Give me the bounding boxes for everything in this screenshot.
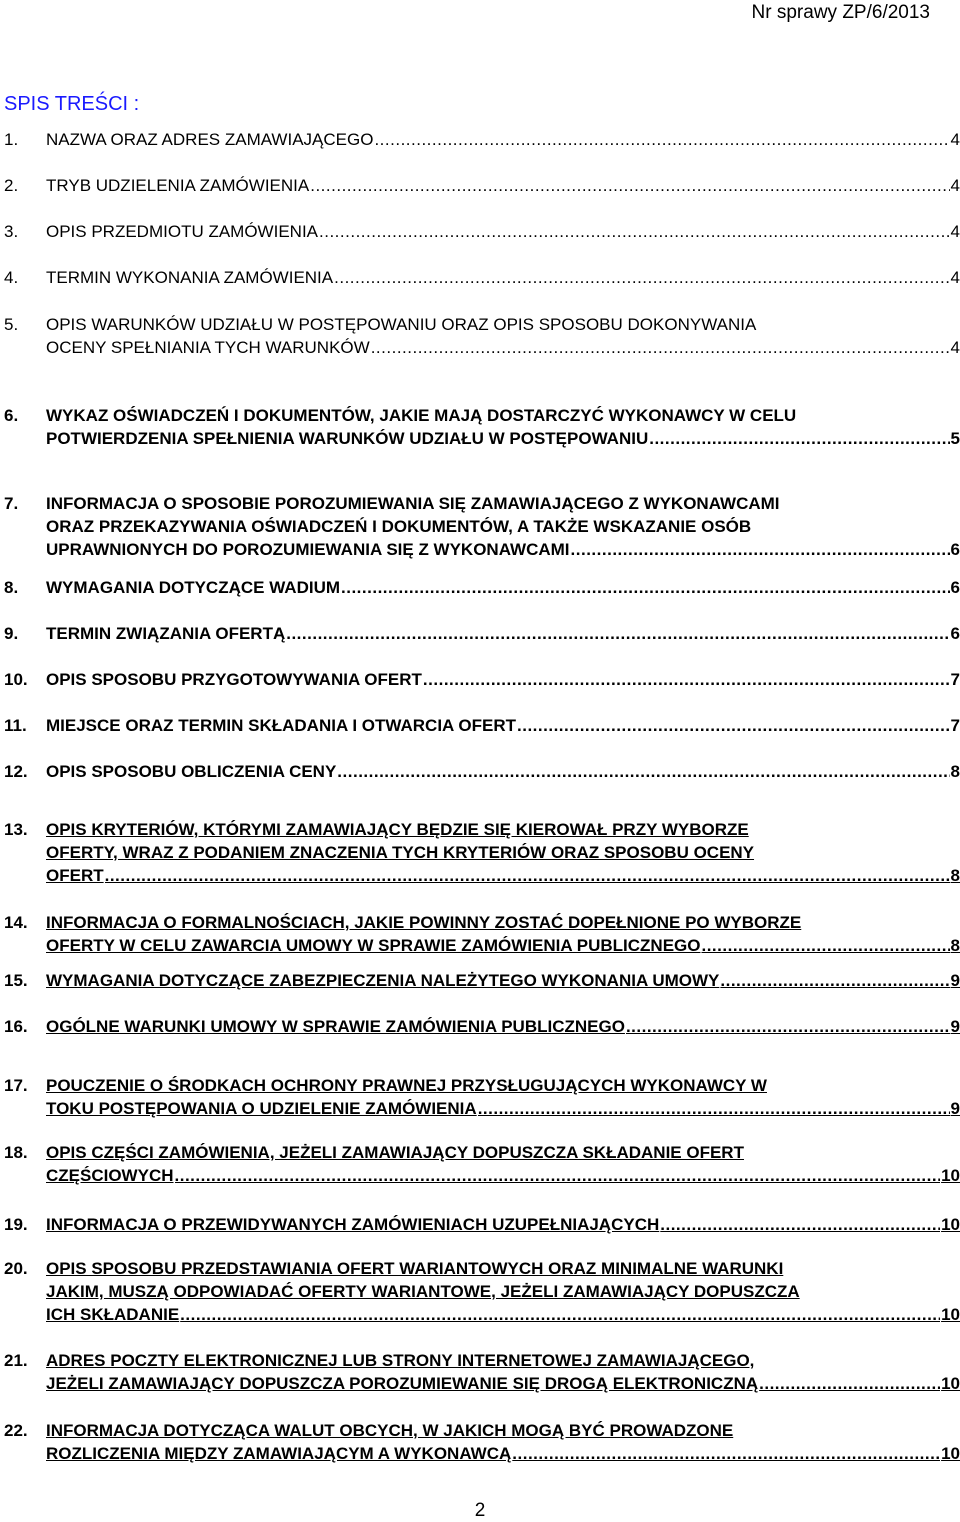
toc-entry[interactable] xyxy=(4,220,960,243)
toc-entry-title: CZĘŚCIOWYCH xyxy=(46,1166,174,1185)
toc-entry-number: 16. xyxy=(4,1017,28,1036)
dot-leader xyxy=(371,336,950,359)
toc-entry-title: TERMIN ZWIĄZANIA OFERTĄ xyxy=(46,624,286,643)
toc-entry-title: POUCZENIE O ŚRODKACH OCHRONY PRAWNEJ PRZYSŁUGUJĄCYCH WYKONAWCY W xyxy=(46,1076,767,1095)
toc-entry-title: OFERT xyxy=(46,866,104,885)
toc-entry-page: 10 xyxy=(941,1374,960,1393)
toc-entry-number: 17. xyxy=(4,1076,28,1095)
toc-entry-page: 7 xyxy=(950,670,960,689)
toc-entry[interactable] xyxy=(4,1419,960,1465)
toc-entry-number: 10. xyxy=(4,670,28,689)
toc-entry-title: OPIS SPOSOBU PRZEDSTAWIANIA OFERT WARIANTOWYCH ORAZ MINIMALNE WARUNKI xyxy=(46,1259,784,1278)
toc-entry-page: 5 xyxy=(950,429,960,448)
toc-entry-number: 14. xyxy=(4,913,28,932)
toc-entry-number: 6. xyxy=(4,406,19,425)
toc-entry-number: 21. xyxy=(4,1351,28,1370)
toc-entry-page: 4 xyxy=(950,130,960,149)
toc-entry-page: 9 xyxy=(950,971,960,990)
dot-leader xyxy=(319,220,950,243)
dot-leader xyxy=(423,668,950,691)
toc-entry-number: 18. xyxy=(4,1143,28,1162)
dot-leader xyxy=(286,622,949,645)
toc-entry-title: INFORMACJA O SPOSOBIE POROZUMIEWANIA SIĘ ZAMAWIAJĄCEGO Z WYKONAWCAMI xyxy=(46,494,780,513)
toc-entry-page: 10 xyxy=(941,1444,960,1463)
toc-entry[interactable] xyxy=(4,128,960,151)
dot-leader xyxy=(175,1164,941,1187)
toc-entry[interactable] xyxy=(4,668,960,691)
toc-entry[interactable] xyxy=(4,1141,960,1187)
toc-entry-title: ADRES POCZTY ELEKTRONICZNEJ LUB STRONY INTERNETOWEJ ZAMAWIAJĄCEGO, xyxy=(46,1351,755,1370)
toc-entry-title: OPIS SPOSOBU OBLICZENIA CENY xyxy=(46,762,337,781)
toc-entry-page: 10 xyxy=(941,1215,960,1234)
toc-entry-title: ORAZ PRZEKAZYWANIA OŚWIADCZEŃ I DOKUMENTÓW, A TAKŻE WSKAZANIE OSÓB xyxy=(46,517,752,536)
toc-entry[interactable] xyxy=(4,174,960,197)
dot-leader xyxy=(180,1303,940,1326)
toc-entry[interactable] xyxy=(4,760,960,783)
toc-entry-title: WYMAGANIA DOTYCZĄCE WADIUM xyxy=(46,578,341,597)
toc-entry-number: 5. xyxy=(4,315,19,334)
toc-entry-number: 19. xyxy=(4,1215,28,1234)
dot-leader xyxy=(374,128,949,151)
toc-entry-page: 8 xyxy=(950,936,960,955)
toc-entry-title: WYKAZ OŚWIADCZEŃ I DOKUMENTÓW, JAKIE MAJĄ DOSTARCZYĆ WYKONAWCY W CELU xyxy=(46,406,797,425)
toc-entry-title: UPRAWNIONYCH DO POROZUMIEWANIA SIĘ Z WYKONAWCAMI xyxy=(46,540,570,559)
dot-leader xyxy=(701,934,949,957)
toc-entry[interactable] xyxy=(4,622,960,645)
toc-entry[interactable] xyxy=(4,969,960,992)
dot-leader xyxy=(105,864,950,887)
toc-title: SPIS TREŚCI : xyxy=(4,93,140,115)
toc-entry[interactable] xyxy=(4,714,960,737)
toc-entry-title: OPIS SPOSOBU PRZYGOTOWYWANIA OFERT xyxy=(46,670,422,689)
toc-entry-page: 9 xyxy=(950,1099,960,1118)
toc-entry-page: 6 xyxy=(950,540,960,559)
toc-entry-title: OPIS CZĘŚCI ZAMÓWIENIA, JEŻELI ZAMAWIAJĄCY DOPUSZCZA SKŁADANIE OFERT xyxy=(46,1143,744,1162)
dot-leader xyxy=(626,1015,950,1038)
toc-entry-title: INFORMACJA O FORMALNOŚCIACH, JAKIE POWINNY ZOSTAĆ DOPEŁNIONE PO WYBORZE xyxy=(46,913,802,932)
toc-entry[interactable] xyxy=(4,492,960,561)
toc-entry-title: TRYB UDZIELENIA ZAMÓWIENIA xyxy=(46,176,310,195)
toc-entry-title: POTWIERDZENIA SPEŁNIENIA WARUNKÓW UDZIAŁU W POSTĘPOWANIU xyxy=(46,429,649,448)
toc-entry[interactable] xyxy=(4,1213,960,1236)
dot-leader xyxy=(571,538,950,561)
toc-entry-number: 8. xyxy=(4,578,19,597)
toc-entry-number: 22. xyxy=(4,1421,28,1440)
toc-entry-title: INFORMACJA DOTYCZĄCA WALUT OBCYCH, W JAKICH MOGĄ BYĆ PROWADZONE xyxy=(46,1421,734,1440)
case-number-header: Nr sprawy ZP/6/2013 xyxy=(751,2,930,23)
dot-leader xyxy=(517,714,950,737)
toc-entry-number: 9. xyxy=(4,624,19,643)
dot-leader xyxy=(512,1442,940,1465)
toc-entry-page: 6 xyxy=(950,624,960,643)
table-of-contents xyxy=(4,0,960,1520)
toc-entry-number: 13. xyxy=(4,820,28,839)
toc-entry-title: NAZWA ORAZ ADRES ZAMAWIAJĄCEGO xyxy=(46,130,374,149)
toc-entry[interactable] xyxy=(4,911,960,957)
toc-entry[interactable] xyxy=(4,266,960,289)
toc-entry-title: OPIS WARUNKÓW UDZIAŁU W POSTĘPOWANIU ORAZ OPIS SPOSOBU DOKONYWANIA xyxy=(46,315,757,334)
toc-entry-number: 11. xyxy=(4,716,27,735)
toc-entry-title: WYMAGANIA DOTYCZĄCE ZABEZPIECZENIA NALEŻYTEGO WYKONANIA UMOWY xyxy=(46,971,720,990)
toc-entry[interactable] xyxy=(4,576,960,599)
toc-entry-title: ICH SKŁADANIE xyxy=(46,1305,180,1324)
toc-entry-number: 3. xyxy=(4,222,19,241)
toc-entry[interactable] xyxy=(4,313,960,359)
toc-entry[interactable] xyxy=(4,404,960,450)
toc-entry-title: MIEJSCE ORAZ TERMIN SKŁADANIA I OTWARCIA OFERT xyxy=(46,716,517,735)
toc-entry-title: OCENY SPEŁNIANIA TYCH WARUNKÓW xyxy=(46,338,370,357)
dot-leader xyxy=(334,266,949,289)
dot-leader xyxy=(660,1213,940,1236)
toc-entry-number: 15. xyxy=(4,971,28,990)
toc-entry-page: 4 xyxy=(950,268,960,287)
toc-entry-page: 10 xyxy=(941,1166,960,1185)
dot-leader xyxy=(341,576,950,599)
dot-leader xyxy=(310,174,949,197)
dot-leader xyxy=(649,427,949,450)
dot-leader xyxy=(720,969,949,992)
toc-entry-title: TERMIN WYKONANIA ZAMÓWIENIA xyxy=(46,268,334,287)
toc-entry-title: OFERTY, WRAZ Z PODANIEM ZNACZENIA TYCH KRYTERIÓW ORAZ SPOSOBU OCENY xyxy=(46,843,755,862)
toc-entry-number: 1. xyxy=(4,130,19,149)
toc-entry[interactable] xyxy=(4,1257,960,1326)
dot-leader xyxy=(478,1097,950,1120)
toc-entry-page: 4 xyxy=(950,222,960,241)
toc-entry-title: INFORMACJA O PRZEWIDYWANYCH ZAMÓWIENIACH UZUPEŁNIAJĄCYCH xyxy=(46,1215,660,1234)
toc-entry-number: 12. xyxy=(4,762,28,781)
toc-entry-page: 4 xyxy=(950,176,960,195)
toc-entry[interactable] xyxy=(4,1074,960,1120)
toc-entry-title: OFERTY W CELU ZAWARCIA UMOWY W SPRAWIE ZAMÓWIENIA PUBLICZNEGO xyxy=(46,936,701,955)
dot-leader xyxy=(759,1372,940,1395)
toc-entry-page: 8 xyxy=(950,762,960,781)
toc-entry[interactable] xyxy=(4,1015,960,1038)
toc-entry-number: 4. xyxy=(4,268,19,287)
toc-entry[interactable] xyxy=(4,1349,960,1395)
toc-entry-number: 20. xyxy=(4,1259,28,1278)
toc-entry-title: JEŻELI ZAMAWIAJĄCY DOPUSZCZA POROZUMIEWANIE SIĘ DROGĄ ELEKTRONICZNĄ xyxy=(46,1374,759,1393)
toc-entry-page: 9 xyxy=(950,1017,960,1036)
toc-entry-title: JAKIM, MUSZĄ ODPOWIADAĆ OFERTY WARIANTOWE, JEŻELI ZAMAWIAJĄCY DOPUSZCZA xyxy=(46,1282,800,1301)
toc-entry-page: 8 xyxy=(950,866,960,885)
dot-leader xyxy=(337,760,949,783)
toc-entry-page: 6 xyxy=(950,578,960,597)
toc-entry-title: OPIS PRZEDMIOTU ZAMÓWIENIA xyxy=(46,222,319,241)
toc-entry-title: OPIS KRYTERIÓW, KTÓRYMI ZAMAWIAJĄCY BĘDZIE SIĘ KIEROWAŁ PRZY WYBORZE xyxy=(46,820,749,839)
toc-entry-title: OGÓLNE WARUNKI UMOWY W SPRAWIE ZAMÓWIENIA PUBLICZNEGO xyxy=(46,1017,625,1036)
toc-entry-number: 7. xyxy=(4,494,19,513)
toc-entry-page: 10 xyxy=(941,1305,960,1324)
page-number: 2 xyxy=(474,1500,486,1521)
toc-entry[interactable] xyxy=(4,818,960,887)
toc-entry-title: TOKU POSTĘPOWANIA O UDZIELENIE ZAMÓWIENIA xyxy=(46,1099,477,1118)
toc-entry-number: 2. xyxy=(4,176,19,195)
toc-entry-page: 7 xyxy=(950,716,960,735)
toc-entry-title: ROZLICZENIA MIĘDZY ZAMAWIAJĄCYM A WYKONAWCĄ xyxy=(46,1444,512,1463)
toc-entry-page: 4 xyxy=(950,338,960,357)
